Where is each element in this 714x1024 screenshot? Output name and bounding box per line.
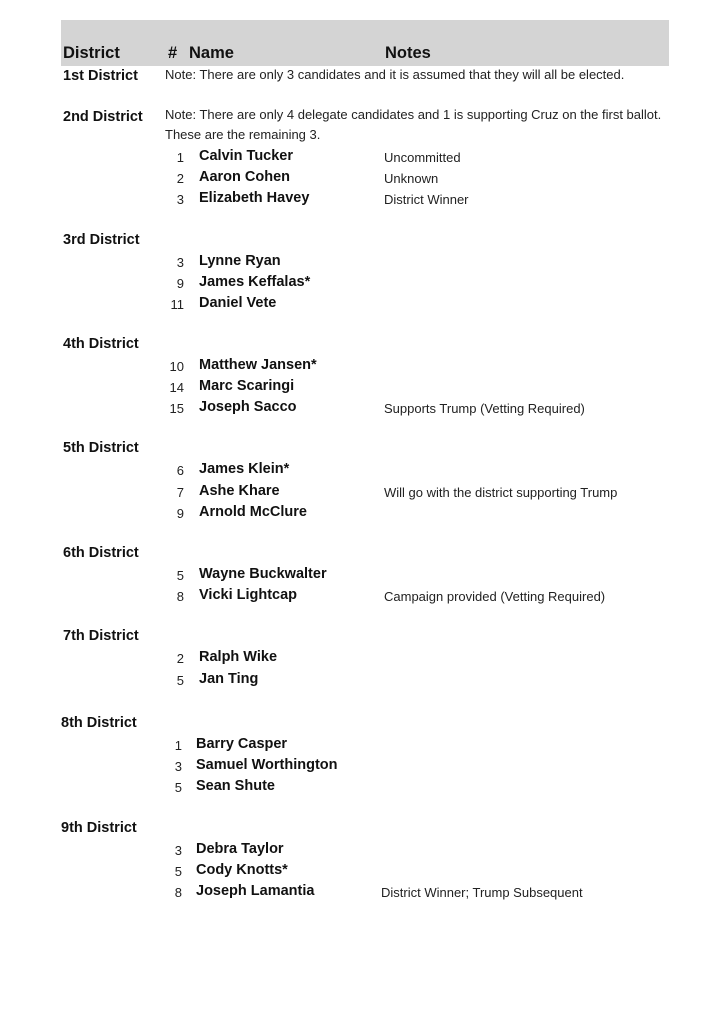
candidate-number: 8 — [176, 589, 184, 604]
candidate-number: 5 — [174, 864, 182, 879]
candidate-name: Arnold McClure — [199, 504, 307, 520]
candidate-number: 3 — [176, 192, 184, 207]
candidate-name: Ashe Khare — [199, 483, 280, 499]
district-label: 4th District — [63, 336, 139, 352]
column-header-name: Name — [189, 44, 234, 62]
candidate-number: 2 — [176, 171, 184, 186]
candidate-note: Uncommitted — [384, 150, 461, 165]
candidate-name: Samuel Worthington — [196, 757, 338, 773]
candidate-name: Vicki Lightcap — [199, 587, 298, 603]
candidate-number: 14 — [169, 380, 184, 395]
candidate-note: Will go with the district supporting Trump — [384, 485, 618, 500]
candidate-number: 3 — [176, 255, 184, 270]
column-header-number: # — [168, 44, 178, 62]
candidate-number: 9 — [176, 506, 184, 521]
column-header-district: District — [63, 44, 120, 62]
candidate-number: 11 — [170, 297, 184, 312]
candidate-name: Daniel Vete — [199, 295, 277, 311]
column-header-notes: Notes — [385, 44, 431, 62]
district-label: 5th District — [63, 440, 139, 456]
candidate-number: 5 — [176, 673, 184, 688]
district-label: 1st District — [63, 68, 138, 84]
candidate-note: Campaign provided (Vetting Required) — [384, 589, 606, 604]
candidate-name: Elizabeth Havey — [199, 190, 310, 206]
candidate-name: Marc Scaringi — [199, 378, 295, 394]
candidate-note: Supports Trump (Vetting Required) — [384, 401, 585, 416]
candidate-name: Ralph Wike — [199, 649, 278, 665]
candidate-number: 1 — [174, 738, 182, 753]
candidate-name: Debra Taylor — [196, 841, 284, 857]
district-note: Note: There are only 3 candidates and it is assumed that they will all be elected. — [165, 67, 625, 82]
candidate-number: 5 — [174, 780, 182, 795]
candidate-note: Unknown — [384, 171, 439, 186]
candidate-name: Joseph Sacco — [199, 399, 297, 415]
table-header-bar — [61, 20, 669, 66]
candidate-number: 15 — [169, 401, 184, 416]
district-note: These are the remaining 3. — [165, 127, 321, 142]
candidate-name: Matthew Jansen* — [199, 357, 317, 373]
candidate-number: 10 — [169, 359, 184, 374]
candidate-number: 6 — [176, 463, 184, 478]
candidate-name: Jan Ting — [199, 671, 259, 687]
candidate-name: James Klein* — [199, 461, 290, 477]
candidate-note: District Winner — [384, 192, 469, 207]
candidate-note: District Winner; Trump Subsequent — [381, 885, 583, 900]
candidate-number: 3 — [174, 843, 182, 858]
candidate-name: Barry Casper — [196, 736, 288, 752]
district-label: 3rd District — [63, 232, 140, 248]
district-label: 2nd District — [63, 109, 143, 125]
candidate-name: Sean Shute — [196, 778, 275, 794]
candidate-name: Cody Knotts* — [196, 862, 288, 878]
district-label: 7th District — [63, 628, 139, 644]
candidate-name: James Keffalas* — [199, 274, 311, 290]
candidate-number: 8 — [174, 885, 182, 900]
candidate-name: Joseph Lamantia — [196, 883, 315, 899]
candidate-name: Lynne Ryan — [199, 253, 281, 269]
candidate-number: 3 — [174, 759, 182, 774]
candidate-number: 9 — [176, 276, 184, 291]
candidate-number: 5 — [176, 568, 184, 583]
candidate-number: 2 — [176, 651, 184, 666]
candidate-name: Aaron Cohen — [199, 169, 291, 185]
district-label: 9th District — [61, 820, 137, 836]
candidate-name: Calvin Tucker — [199, 148, 294, 164]
candidate-name: Wayne Buckwalter — [199, 566, 327, 582]
district-label: 8th District — [61, 715, 137, 731]
district-note: Note: There are only 4 delegate candidates and 1 is supporting Cruz on the first ballot. — [165, 107, 662, 122]
candidate-number: 1 — [176, 150, 184, 165]
candidate-number: 7 — [176, 485, 184, 500]
district-label: 6th District — [63, 545, 139, 561]
